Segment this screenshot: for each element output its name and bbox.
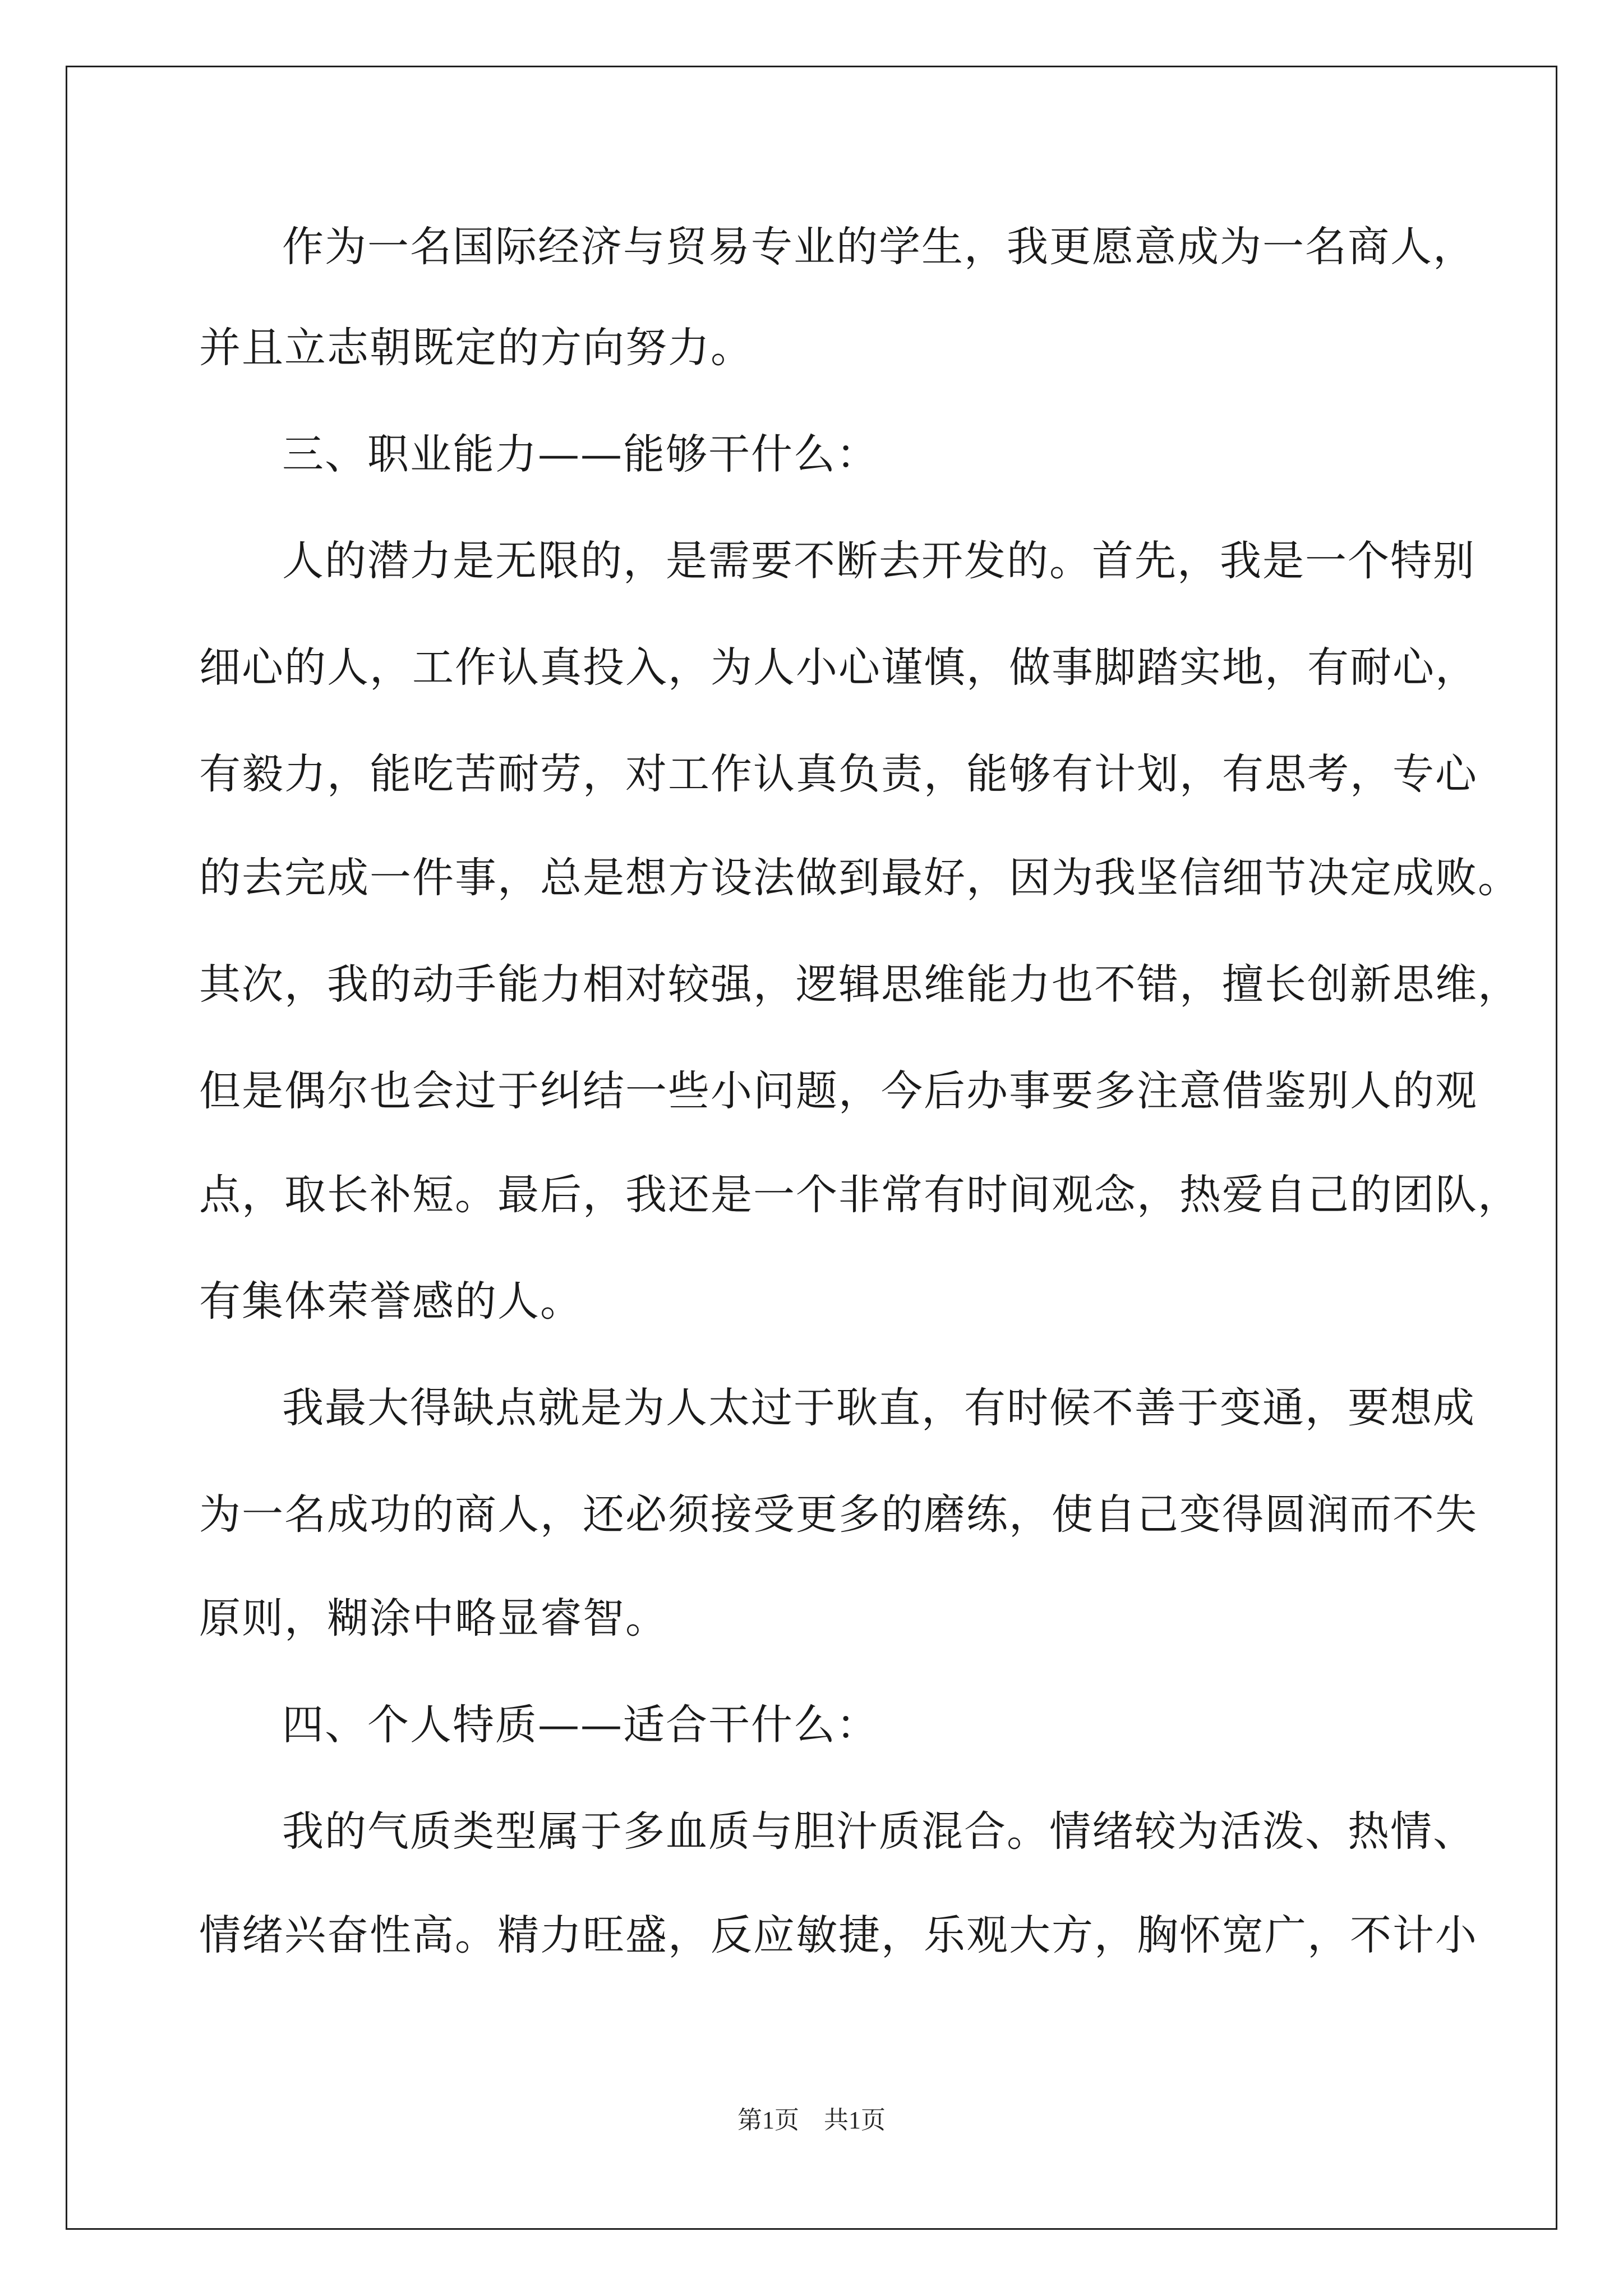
page-total: 共1页	[824, 2106, 886, 2134]
paragraph-line: 点，取长补短。最后，我还是一个非常有时间观念，热爱自己的团队，	[199, 1171, 1520, 1219]
paragraph-line: 我的气质类型属于多血质与胆汁质混合。情绪较为活泼、热情、	[282, 1807, 1476, 1856]
paragraph-line: 有毅力，能吃苦耐劳，对工作认真负责，能够有计划，有思考，专心	[199, 750, 1478, 798]
page-border	[66, 66, 1557, 2230]
paragraph-line: 细心的人，工作认真投入，为人小心谨慎，做事脚踏实地，有耐心，	[199, 643, 1478, 692]
paragraph-line: 并且立志朝既定的方向努力。	[199, 324, 753, 372]
page-footer	[0, 2104, 1623, 2137]
paragraph-line: 我最大得缺点就是为人太过于耿直，有时候不善于变通，要想成	[282, 1384, 1476, 1432]
paragraph-line: 情绪兴奋性高。精力旺盛，反应敏捷，乐观大方，胸怀宽广，不计小	[199, 1911, 1478, 1959]
paragraph-line: 原则，糊涂中略显睿智。	[199, 1594, 668, 1642]
section-heading-4: 四、个人特质——适合干什么：	[282, 1701, 879, 1749]
paragraph-line: 其次，我的动手能力相对较强，逻辑思维能力也不错，擅长创新思维，	[199, 960, 1520, 1009]
paragraph-line: 人的潜力是无限的，是需要不断去开发的。首先，我是一个特别	[282, 537, 1476, 585]
paragraph-line: 作为一名国际经济与贸易专业的学生，我更愿意成为一名商人，	[282, 223, 1476, 271]
section-heading-3: 三、职业能力——能够干什么：	[282, 430, 879, 478]
paragraph-line: 的去完成一件事，总是想方设法做到最好，因为我坚信细节决定成败。	[199, 854, 1520, 902]
paragraph-line: 有集体荣誉感的人。	[199, 1277, 583, 1326]
paragraph-line: 但是偶尔也会过于纠结一些小问题，今后办事要多注意借鉴别人的观	[199, 1067, 1478, 1115]
paragraph-line: 为一名成功的商人，还必须接受更多的磨练，使自己变得圆润而不失	[199, 1490, 1478, 1539]
page-number: 第1页	[737, 2106, 799, 2134]
